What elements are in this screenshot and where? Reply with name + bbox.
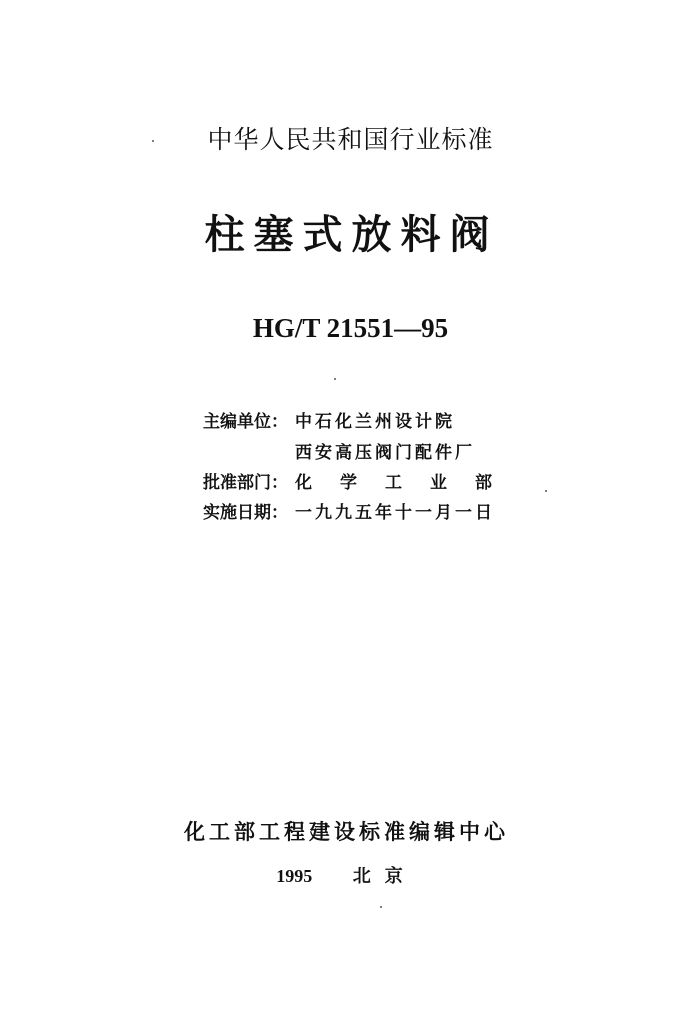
info-value-effective-date: 一九九五年十一月一日 — [295, 502, 495, 523]
info-value-editor: 中石化兰州设计院 — [295, 411, 455, 432]
info-value-approver: 化学工业部 — [295, 472, 520, 493]
publication-footer — [0, 862, 693, 888]
document-title: 柱塞式放料阀 — [204, 212, 499, 258]
info-label-editor: 主编单位： — [203, 411, 288, 432]
scan-speck — [152, 140, 154, 142]
info-label-approver: 批准部门： — [203, 472, 288, 493]
info-label-effective-date: 实施日期： — [203, 502, 288, 523]
standard-category-header: 中华人民共和国行业标准 — [207, 125, 494, 154]
publication-city: 北京 — [352, 866, 417, 887]
info-row-editor — [203, 406, 455, 432]
info-row-approver — [203, 467, 520, 493]
publisher-name: 化工部工程建设标准编辑中心 — [184, 820, 509, 844]
scan-speck — [380, 906, 382, 908]
info-row-effective-date — [203, 497, 495, 523]
publication-year: 1995 — [276, 866, 313, 886]
scan-speck — [545, 490, 547, 492]
info-row-co-editor — [203, 437, 475, 463]
standard-code: HG/T 21551—95 — [252, 313, 449, 343]
scan-speck — [334, 378, 336, 380]
info-value-co-editor: 西安高压阀门配件厂 — [295, 442, 475, 463]
